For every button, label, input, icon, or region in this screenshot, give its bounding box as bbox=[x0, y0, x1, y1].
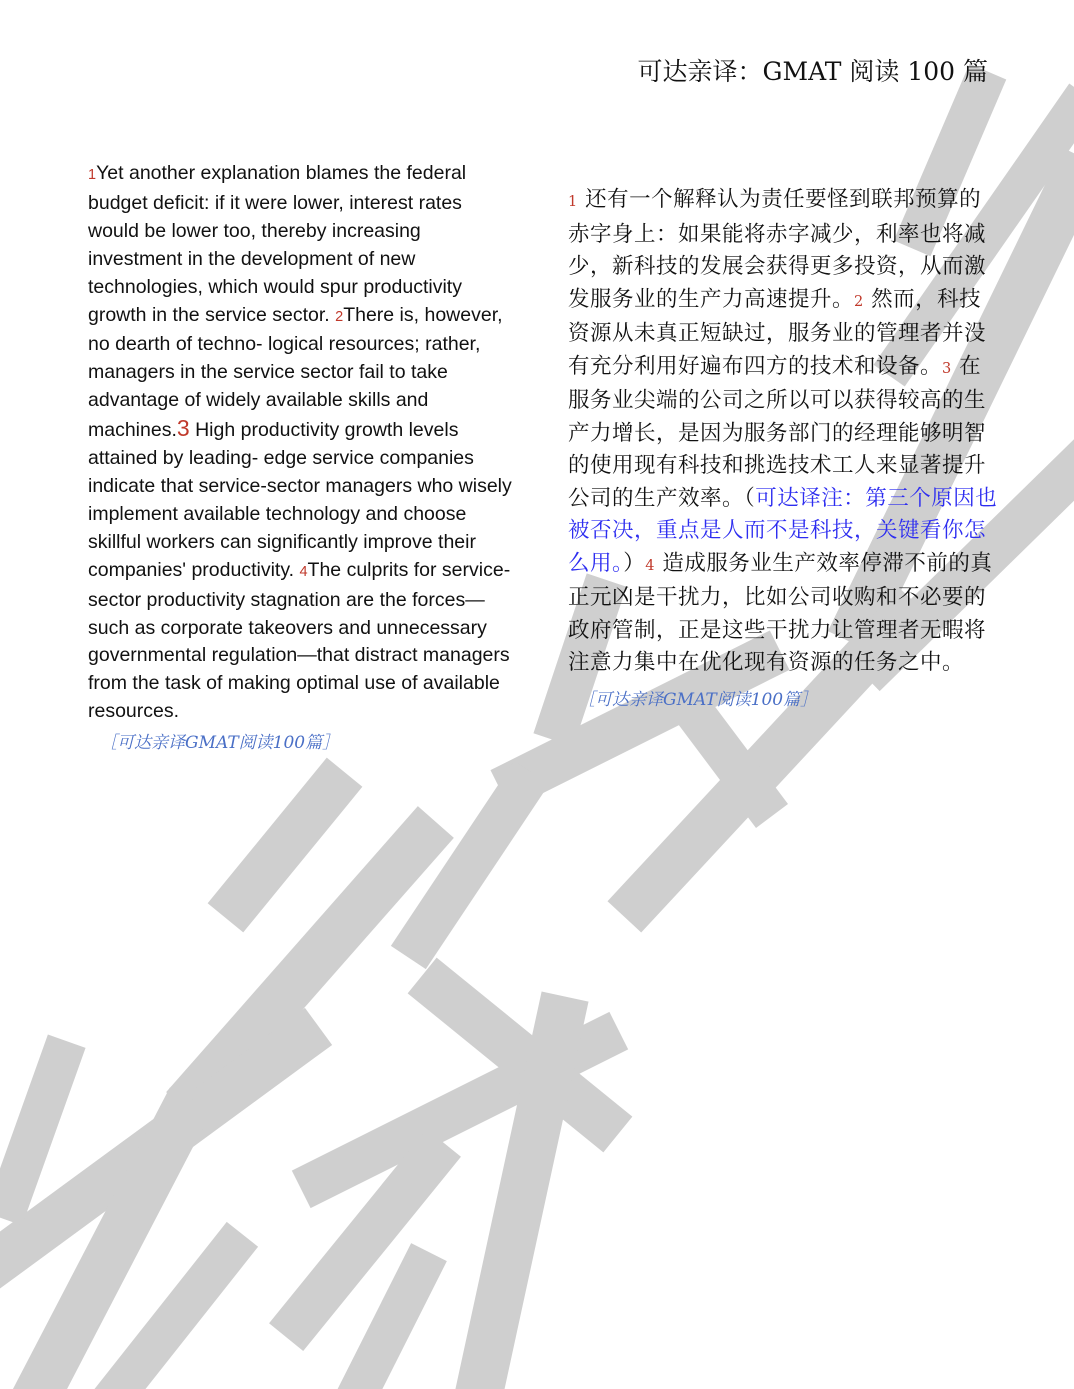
page-header: 可达亲译：GMAT 阅读 100 篇 bbox=[637, 57, 988, 86]
english-paragraph-4-number: 4 bbox=[299, 563, 308, 580]
chinese-paragraph-2: 然而，科技资源从未真正短缺过，服务业的管理者并没有充分利用好遍布四方的技术和设备。 bbox=[568, 286, 987, 379]
translator-note: 可达译注：第三个原因也被否决，重点是人而不是科技，关键看你怎么用。 bbox=[568, 485, 998, 576]
chinese-paragraph-4-number: 4 bbox=[645, 557, 656, 574]
english-column bbox=[88, 160, 518, 758]
chinese-paragraph-2-number: 2 bbox=[854, 293, 864, 310]
english-source-citation: ［可达亲译GMAT阅读100篇］ bbox=[100, 733, 340, 754]
chinese-paragraph-3-number: 3 bbox=[942, 360, 952, 377]
english-paragraph-3: High productivity growth levels attained by leading- edge service companies indicate that service-sector managers who wisely implement available technology and choose skillful workers can significantly improve their companies' productivity. bbox=[88, 419, 512, 581]
english-paragraph-2: There is, however, no dearth of techno- logical resources; rather, managers in the service sector fail to take advantage of widely available skills and machines. bbox=[88, 303, 503, 442]
english-paragraph-1-number: 1 bbox=[88, 167, 97, 183]
english-paragraph-2-number: 2 bbox=[335, 308, 344, 325]
translator-note-open: （ bbox=[744, 485, 756, 511]
chinese-paragraph-1: 还有一个解释认为责任要怪到联邦预算的赤字身上：如果能将赤字减少，利率也将减少，新科技的发展会获得更多投资，从而激发服务业的生产力高速提升。 bbox=[568, 187, 987, 312]
chinese-passage bbox=[568, 184, 998, 680]
english-passage bbox=[88, 160, 518, 726]
chinese-column bbox=[568, 184, 998, 716]
chinese-paragraph-4: 造成服务业生产效率停滞不前的真正元凶是干扰力，比如公司收购和不必要的政府管制，正是这些干扰力让管理者无暇将注意力集中在优化现有资源的任务之中。 bbox=[568, 550, 993, 675]
chinese-paragraph-1-number: 1 bbox=[568, 194, 578, 210]
english-paragraph-3-number: 3 bbox=[176, 415, 190, 442]
translator-note-close: ） bbox=[623, 550, 646, 576]
chinese-paragraph-3: 在服务业尖端的公司之所以可以获得较高的生产力增长，是因为服务部门的经理能够明智的使用现有科技和挑选技术工人来显著提升公司的生产效率。 bbox=[568, 353, 987, 511]
english-paragraph-1: Yet another explanation blames the federal budget deficit: if it were lower, interest rates would be lower too, thereby increasing investment in the development of new technologies, which would spur productivity growth in the service sector. bbox=[88, 162, 467, 326]
english-paragraph-4: The culprits for service-sector productivity stagnation are the forces—such as corporate takeovers and unnecessary governmental regulation—that distract managers from the task of making optimal use of available resources. bbox=[88, 558, 511, 723]
chinese-source-citation: ［可达亲译GMAT阅读100篇］ bbox=[578, 689, 818, 710]
